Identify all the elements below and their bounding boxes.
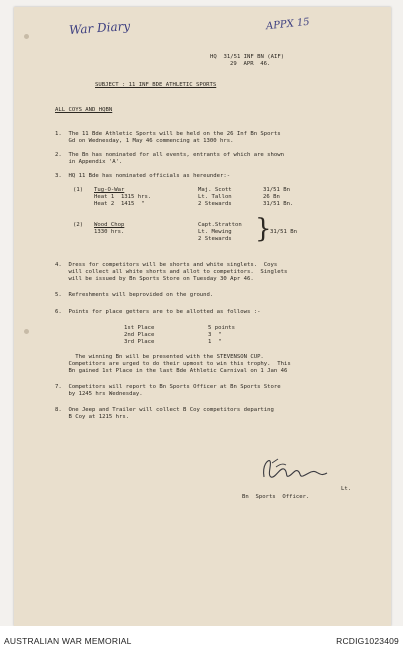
wood-official-1: Capt.Stratton <box>198 222 242 228</box>
footer-institution: AUSTRALIAN WAR MEMORIAL <box>4 636 132 646</box>
para-5: 5. Refreshments will beprovided on the ground. <box>55 292 214 298</box>
para-4-line-3: will be issued by Bn Sports Store on Tuesday 30 Apr 46. <box>55 276 254 282</box>
wood-unit: 31/51 Bn <box>270 229 297 235</box>
punch-hole <box>24 34 29 39</box>
footer-record-id: RCDIG1023409 <box>336 636 399 646</box>
points-value-1: 5 points <box>208 325 235 331</box>
para-2-line-1: 2. The Bn has nominated for all events, entrants of which are shown <box>55 152 285 158</box>
wood-title: Wood Chop <box>94 222 125 228</box>
tug-heat-2: Heat 2 1415 " <box>94 201 145 207</box>
para-8-line-2: B Coy at 1215 hrs. <box>55 414 130 420</box>
tug-official-1: Maj. Scott <box>198 187 232 193</box>
war-diary-annotation: War Diary <box>68 18 131 38</box>
tug-unit-3: 31/51 Bn. <box>263 201 294 207</box>
points-place-1: 1st Place <box>124 325 155 331</box>
subject-line: SUBJECT : 11 INF BDE ATHLETIC SPORTS <box>95 82 217 88</box>
points-place-3: 3rd Place <box>124 339 155 345</box>
signature <box>258 455 330 485</box>
points-place-2: 2nd Place <box>124 332 155 338</box>
header-ref: HQ 31/51 INF BN (AIF) <box>210 54 285 60</box>
para-8-line-1: 8. One Jeep and Trailer will collect B Coy competitors departing <box>55 407 274 413</box>
document-page <box>14 7 391 626</box>
para-6: 6. Points for place getters are to be allotted as follows :- <box>55 309 261 315</box>
para-7-line-1: 7. Competitors will report to Bn Sports Officer at Bn Sports Store <box>55 384 281 390</box>
wood-time: 1330 hrs. <box>94 229 125 235</box>
punch-hole <box>24 329 29 334</box>
para-2-line-2: in Appendix 'A'. <box>55 159 123 165</box>
appendix-annotation: APPX 15 <box>265 16 311 33</box>
signature-title: Bn Sports Officer. <box>242 494 310 500</box>
para-3: 3. HQ 11 Bde has nominated officials as hereunder:- <box>55 173 231 179</box>
points-value-2: 3 " <box>208 332 222 338</box>
signature-rank: Lt. <box>341 486 352 492</box>
wood-official-2: Lt. Mewing <box>198 229 232 235</box>
header-date: 29 APR 46. <box>230 61 271 67</box>
para-4-line-1: 4. Dress for competitors will be shorts and white singlets. Coys <box>55 262 278 268</box>
para-6b-line-2: Competitors are urged to do their upmost to win this trophy. This <box>55 361 291 367</box>
wood-number: (2) <box>73 222 84 228</box>
tug-title: Tug-O-War <box>94 187 125 193</box>
archive-footer <box>0 626 403 653</box>
wood-brace: } <box>255 214 272 244</box>
para-1-line-1: 1. The 11 Bde Athletic Sports will be held on the 26 Inf Bn Sports <box>55 131 281 137</box>
para-6b-line-1: The winning Bn will be presented with the STEVENSON CUP. <box>55 354 264 360</box>
tug-official-3: 2 Stewards <box>198 201 232 207</box>
para-7-line-2: by 1245 hrs Wednesday. <box>55 391 143 397</box>
tug-official-2: Lt. Tallon <box>198 194 232 200</box>
para-1-line-2: Gd on Wednesday, 1 May 46 commencing at 1300 hrs. <box>55 138 234 144</box>
para-4-line-2: will collect all white shorts and allot to competitors. Singlets <box>55 269 288 275</box>
tug-heat-1: Heat 1 1315 hrs. <box>94 194 152 200</box>
points-value-3: 1 " <box>208 339 222 345</box>
addressee: ALL COYS AND HQBN <box>55 107 113 113</box>
tug-number: (1) <box>73 187 84 193</box>
wood-official-3: 2 Stewards <box>198 236 232 242</box>
para-6b-line-3: Bn gained 1st Place in the last Bde Athletic Carnival on 1 Jan 46 <box>55 368 288 374</box>
tug-unit-2: 26 Bn <box>263 194 280 200</box>
tug-unit-1: 31/51 Bn <box>263 187 290 193</box>
